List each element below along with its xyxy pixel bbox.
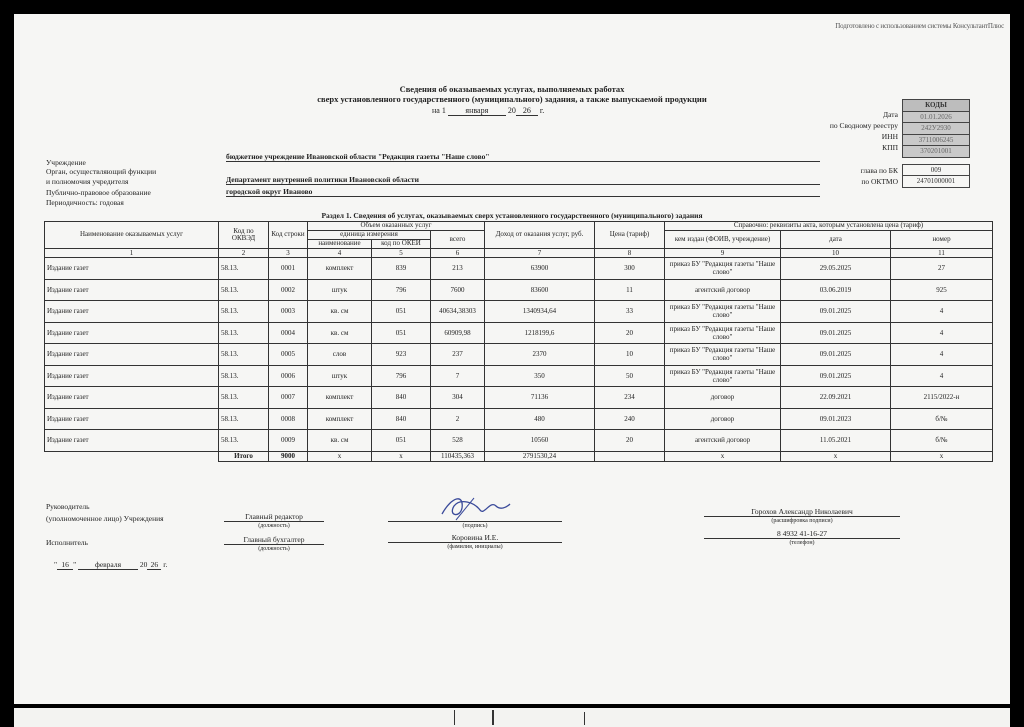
table-row <box>45 408 993 430</box>
column-numbers-row <box>45 249 993 258</box>
cell-code: 0002 <box>269 279 308 301</box>
cell-income: 10560 <box>485 430 595 452</box>
sign-month: февраля <box>78 560 138 570</box>
date-month: января <box>448 106 506 116</box>
cell-total: 60909,98 <box>431 322 485 344</box>
cell-unit: комплект <box>308 258 372 280</box>
cell-total: 2 <box>431 408 485 430</box>
section-title: Раздел 1. Сведения об услугах, оказываемых сверх установленного государственного (муниципального) задания <box>321 211 703 220</box>
col-num-3: 3 <box>269 249 308 258</box>
table-row <box>45 344 993 366</box>
edge-mark-2 <box>492 710 494 725</box>
cell-number: 2115/2022-н <box>891 387 993 409</box>
cell-income: 83600 <box>485 279 595 301</box>
col-num-9: 9 <box>665 249 781 258</box>
cell-name: Издание газет <box>45 322 219 344</box>
cell-price: 20 <box>595 322 665 344</box>
table-row <box>45 365 993 387</box>
cell-issuer: приказ БУ "Редакция газеты "Наше слово" <box>665 365 781 387</box>
hdr-reference: Справочно: реквизиты акта, которым установлена цена (тариф) <box>665 222 993 231</box>
cell-okei: 796 <box>372 365 431 387</box>
hdr-name: Наименование оказываемых услуг <box>45 222 219 249</box>
cell-income: 1218199,6 <box>485 322 595 344</box>
cell-okved: 58.13. <box>219 344 269 366</box>
cell-okved: 58.13. <box>219 301 269 323</box>
cell-unit: комплект <box>308 387 372 409</box>
cell-price: 20 <box>595 430 665 452</box>
code-bk: 009 <box>903 164 970 176</box>
head-label-2: (уполномоченное лицо) Учреждения <box>46 514 164 523</box>
table-row <box>45 258 993 280</box>
col-num-7: 7 <box>485 249 595 258</box>
cell-issuer: агентский договор <box>665 279 781 301</box>
label-legal-form: Публично-правовое образование <box>46 188 151 197</box>
cell-okved: 58.13. <box>219 365 269 387</box>
cell-total: 304 <box>431 387 485 409</box>
hdr-total: всего <box>431 231 485 249</box>
signature-line <box>388 520 562 522</box>
cell-issuer: агентский договор <box>665 430 781 452</box>
hdr-income: Доход от оказания услуг, руб. <box>485 222 595 249</box>
hdr-okved: Код по ОКВЭД <box>219 222 269 249</box>
total-okei: x <box>372 451 431 461</box>
cell-name: Издание газет <box>45 258 219 280</box>
codes-label-oktmo: по ОКТМО <box>861 177 898 186</box>
cell-number: 4 <box>891 344 993 366</box>
cell-name: Издание газет <box>45 387 219 409</box>
doc-date-line <box>432 106 544 116</box>
cell-date: 03.06.2019 <box>781 279 891 301</box>
cell-name: Издание газет <box>45 365 219 387</box>
sign-day: 16 <box>57 560 73 570</box>
cell-okei: 923 <box>372 344 431 366</box>
cell-total: 7 <box>431 365 485 387</box>
cell-price: 234 <box>595 387 665 409</box>
cell-date: 09.01.2025 <box>781 344 891 366</box>
codes-label-kpp: КПП <box>882 143 898 152</box>
consultant-stamp: Подготовлено с использованием системы КонсультантПлюс <box>835 22 1004 30</box>
cell-unit: кв. см <box>308 322 372 344</box>
table-row <box>45 322 993 344</box>
cell-total: 237 <box>431 344 485 366</box>
cell-number: 4 <box>891 301 993 323</box>
cell-okei: 796 <box>372 279 431 301</box>
hdr-unit-okei: код по ОКЕИ <box>372 240 431 249</box>
codes-header: КОДЫ <box>903 100 970 112</box>
total-row <box>45 451 993 461</box>
executor-name-caption: (фамилия, инициалы) <box>447 544 503 550</box>
cell-okei: 839 <box>372 258 431 280</box>
col-num-6: 6 <box>431 249 485 258</box>
table-row <box>45 279 993 301</box>
cell-issuer: приказ БУ "Редакция газеты "Наше слово" <box>665 301 781 323</box>
cell-total: 40634,38303 <box>431 301 485 323</box>
cell-issuer: приказ БУ "Редакция газеты "Наше слово" <box>665 322 781 344</box>
cell-unit: кв. см <box>308 301 372 323</box>
cell-okved: 58.13. <box>219 387 269 409</box>
date-year: 26 <box>516 106 538 116</box>
total-label: Итого <box>219 451 269 461</box>
cell-okei: 840 <box>372 387 431 409</box>
codes-label-inn: ИНН <box>881 132 898 141</box>
cell-okved: 58.13. <box>219 279 269 301</box>
cell-date: 09.01.2025 <box>781 301 891 323</box>
cell-number: 27 <box>891 258 993 280</box>
cell-income: 480 <box>485 408 595 430</box>
executor-position: Главный бухгалтер <box>224 535 324 545</box>
table-row <box>45 301 993 323</box>
cell-okei: 840 <box>372 408 431 430</box>
doc-title-line1: Сведения об оказываемых услугах, выполняемых работах <box>399 84 625 94</box>
head-label-1: Руководитель <box>46 502 90 511</box>
cell-number: 4 <box>891 322 993 344</box>
head-name-caption: (расшифровка подписи) <box>771 518 833 524</box>
code-oktmo: 24701000001 <box>903 176 970 188</box>
document-sheet <box>14 14 1010 704</box>
cell-unit: комплект <box>308 408 372 430</box>
cell-code: 0005 <box>269 344 308 366</box>
label-institution: Учреждение <box>46 158 86 167</box>
cell-unit: слов <box>308 344 372 366</box>
date-suffix: г. <box>539 106 545 115</box>
cell-code: 0006 <box>269 365 308 387</box>
cell-name: Издание газет <box>45 301 219 323</box>
head-position-caption: (должность) <box>258 523 290 529</box>
cell-total: 7600 <box>431 279 485 301</box>
total-date: x <box>781 451 891 461</box>
cell-number: б/№ <box>891 430 993 452</box>
cell-date: 29.05.2025 <box>781 258 891 280</box>
phone: 8 4932 41-16-27 <box>704 529 900 539</box>
code-registry: 242У2930 <box>903 123 970 135</box>
codes-label-bk: глава по БК <box>860 166 898 175</box>
table-row <box>45 430 993 452</box>
cell-name: Издание газет <box>45 430 219 452</box>
codes-table <box>902 99 970 188</box>
cell-okei: 051 <box>372 322 431 344</box>
edge-mark-1 <box>454 710 455 725</box>
executor-label: Исполнитель <box>46 538 88 547</box>
hdr-price: Цена (тариф) <box>595 222 665 249</box>
cell-income: 63900 <box>485 258 595 280</box>
codes-gap <box>903 157 970 164</box>
cell-income: 1340934,64 <box>485 301 595 323</box>
col-num-1: 1 <box>45 249 219 258</box>
cell-name: Издание газет <box>45 344 219 366</box>
phone-caption: (телефон) <box>789 540 815 546</box>
cell-date: 11.05.2021 <box>781 430 891 452</box>
next-page-edge <box>14 708 1010 727</box>
cell-code: 0004 <box>269 322 308 344</box>
cell-price: 300 <box>595 258 665 280</box>
label-organ-2: и полномочия учредителя <box>46 177 129 186</box>
services-table <box>44 221 993 462</box>
cell-price: 240 <box>595 408 665 430</box>
cell-income: 350 <box>485 365 595 387</box>
cell-income: 71136 <box>485 387 595 409</box>
data-rows <box>45 258 993 452</box>
cell-price: 50 <box>595 365 665 387</box>
date-prefix: на 1 <box>432 106 446 115</box>
cell-issuer: приказ БУ "Редакция газеты "Наше слово" <box>665 258 781 280</box>
cell-code: 0009 <box>269 430 308 452</box>
total-unit: x <box>308 451 372 461</box>
total-income: 2791530,24 <box>485 451 595 461</box>
head-name: Горохов Александр Николаевич <box>704 507 900 517</box>
col-num-2: 2 <box>219 249 269 258</box>
cell-name: Издание газет <box>45 279 219 301</box>
date-year-prefix: 20 <box>507 106 516 115</box>
hdr-unit-name: наименование <box>308 240 372 249</box>
value-legal-form: городской округ Иваново <box>226 187 820 197</box>
label-organ-1: Орган, осуществляющий функции <box>46 167 157 176</box>
label-periodicity: Периодичность: годовая <box>46 198 124 207</box>
doc-title-line2: сверх установленного государственного (муниципального) задания, а также выпускаемой продукции <box>317 94 707 104</box>
cell-okved: 58.13. <box>219 408 269 430</box>
edge-mark-3 <box>584 712 585 725</box>
total-volume: 110435,363 <box>431 451 485 461</box>
cell-number: б/№ <box>891 408 993 430</box>
codes-label-date: Дата <box>883 110 898 119</box>
col-num-5: 5 <box>372 249 431 258</box>
sign-year: 26 <box>147 560 161 570</box>
cell-okved: 58.13. <box>219 430 269 452</box>
value-institution: бюджетное учреждение Ивановской области "Редакция газеты "Наше слово" <box>226 152 820 162</box>
cell-date: 09.01.2025 <box>781 322 891 344</box>
cell-number: 4 <box>891 365 993 387</box>
code-kpp: 370201001 <box>903 146 970 158</box>
total-issuer: x <box>665 451 781 461</box>
cell-okved: 58.13. <box>219 258 269 280</box>
head-position: Главный редактор <box>224 512 324 522</box>
code-inn: 3711006245 <box>903 134 970 146</box>
total-code: 9000 <box>269 451 308 461</box>
col-num-11: 11 <box>891 249 993 258</box>
sign-date: " 16 " февраля 20 26 г. <box>54 560 168 569</box>
total-price <box>595 451 665 461</box>
col-num-8: 8 <box>595 249 665 258</box>
hdr-unit: единица измерения <box>308 231 431 240</box>
cell-okei: 051 <box>372 430 431 452</box>
cell-code: 0001 <box>269 258 308 280</box>
cell-code: 0003 <box>269 301 308 323</box>
executor-position-caption: (должность) <box>258 546 290 552</box>
handwritten-signature <box>434 492 514 522</box>
hdr-volume: Объем оказанных услуг <box>308 222 485 231</box>
cell-okved: 58.13. <box>219 322 269 344</box>
cell-unit: штук <box>308 279 372 301</box>
cell-unit: штук <box>308 365 372 387</box>
table-row <box>45 387 993 409</box>
cell-price: 10 <box>595 344 665 366</box>
cell-code: 0007 <box>269 387 308 409</box>
hdr-date: дата <box>781 231 891 249</box>
cell-date: 09.01.2025 <box>781 365 891 387</box>
hdr-line-code: Код строки <box>269 222 308 249</box>
cell-unit: кв. см <box>308 430 372 452</box>
total-empty <box>45 451 219 461</box>
cell-total: 528 <box>431 430 485 452</box>
cell-date: 22.09.2021 <box>781 387 891 409</box>
code-date: 01.01.2026 <box>903 111 970 123</box>
cell-price: 33 <box>595 301 665 323</box>
executor-name: Коровина И.Е. <box>388 533 562 543</box>
cell-price: 11 <box>595 279 665 301</box>
sign-suffix: г. <box>163 560 168 569</box>
signature-caption: (подпись) <box>462 523 488 529</box>
value-organ: Департамент внутренней политики Ивановской области <box>226 175 820 185</box>
total-number: x <box>891 451 993 461</box>
cell-income: 2370 <box>485 344 595 366</box>
cell-issuer: договор <box>665 408 781 430</box>
cell-code: 0008 <box>269 408 308 430</box>
hdr-number: номер <box>891 231 993 249</box>
cell-issuer: приказ БУ "Редакция газеты "Наше слово" <box>665 344 781 366</box>
col-num-10: 10 <box>781 249 891 258</box>
cell-okei: 051 <box>372 301 431 323</box>
codes-label-registry: по Сводному реестру <box>829 121 898 130</box>
cell-issuer: договор <box>665 387 781 409</box>
hdr-issued-by: кем издан (ФОИВ, учреждение) <box>665 231 781 249</box>
cell-date: 09.01.2023 <box>781 408 891 430</box>
cell-name: Издание газет <box>45 408 219 430</box>
cell-number: 925 <box>891 279 993 301</box>
cell-total: 213 <box>431 258 485 280</box>
sign-year-prefix: 20 <box>139 560 148 569</box>
col-num-4: 4 <box>308 249 372 258</box>
